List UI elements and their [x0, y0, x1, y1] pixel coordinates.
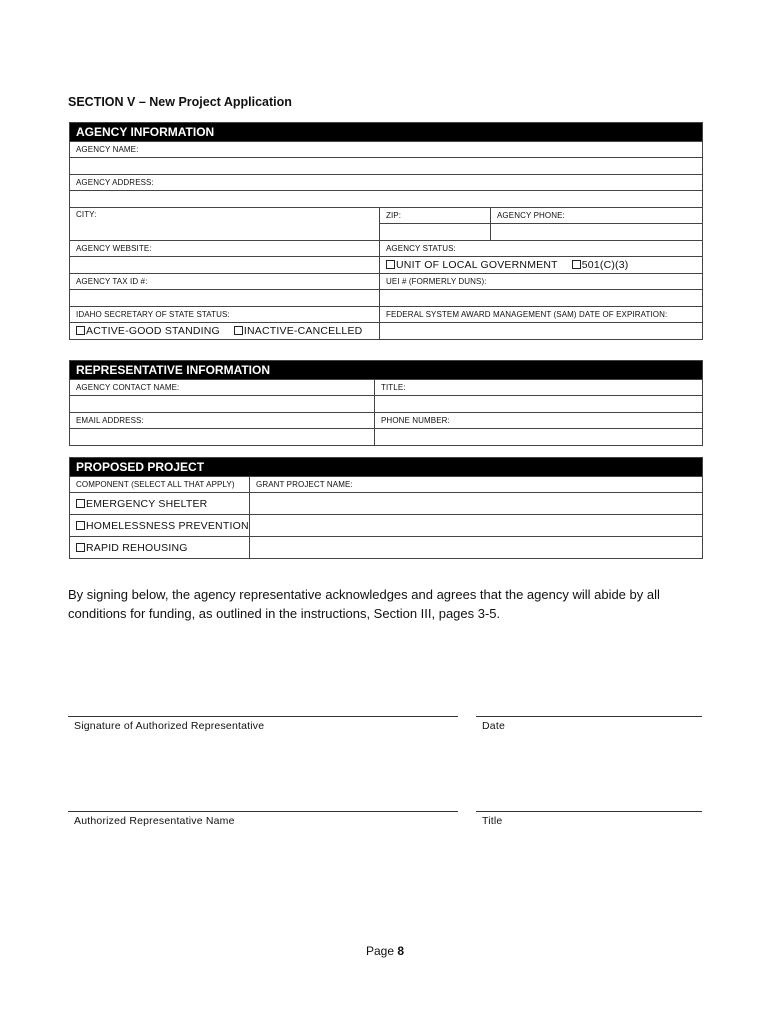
page-label: Page: [365, 944, 394, 958]
501c3-checkbox[interactable]: [572, 260, 581, 269]
homelessness-prevention-checkbox[interactable]: [76, 521, 85, 530]
date-line[interactable]: [476, 716, 702, 717]
active-good-standing-label: ACTIVE-GOOD STANDING: [86, 325, 220, 337]
emergency-shelter-checkbox[interactable]: [76, 499, 85, 508]
signature-line[interactable]: [68, 716, 458, 717]
zip-label: ZIP:: [380, 208, 491, 224]
acknowledgement-statement: By signing below, the agency representative acknowledges and agrees that the agency will abide by all conditions for funding, as outlined in the instructions, Section III, pages 3-5.: [68, 587, 660, 621]
rep-name-label: Authorized Representative Name: [74, 815, 235, 827]
agency-contact-name-field[interactable]: [70, 396, 375, 413]
501c3-label: 501(C)(3): [581, 259, 629, 271]
agency-name-label: AGENCY NAME:: [70, 142, 703, 158]
representative-information-header: REPRESENTATIVE INFORMATION: [70, 361, 703, 380]
date-label: Date: [482, 720, 505, 732]
email-address-field[interactable]: [70, 429, 375, 446]
unit-of-local-government-checkbox[interactable]: [386, 260, 395, 269]
rep-title-line[interactable]: [476, 811, 702, 812]
rapid-rehousing-label: RAPID REHOUSING: [86, 541, 188, 554]
homelessness-prevention-label: HOMELESSNESS PREVENTION: [86, 519, 249, 532]
sam-expiration-label: FEDERAL SYSTEM AWARD MANAGEMENT (SAM) DATE OF EXPIRATION:: [380, 307, 703, 323]
uei-label: UEI # (FORMERLY DUNS):: [380, 274, 703, 290]
rep-title-field[interactable]: [375, 396, 703, 413]
rep-title-sig-label: Title: [482, 815, 503, 827]
component-label: COMPONENT (SELECT ALL THAT APPLY): [70, 477, 250, 493]
proposed-project-header: PROPOSED PROJECT: [70, 458, 703, 477]
rapid-rehousing-option: [70, 537, 250, 559]
agency-information-header: AGENCY INFORMATION: [70, 123, 703, 142]
zip-field[interactable]: [380, 224, 491, 241]
rep-name-line[interactable]: [68, 811, 458, 812]
agency-status-options: [380, 257, 703, 274]
signature-label: Signature of Authorized Representative: [74, 720, 265, 732]
active-good-standing-checkbox[interactable]: [76, 326, 85, 335]
email-address-label: EMAIL ADDRESS:: [70, 413, 375, 429]
agency-status-label: AGENCY STATUS:: [380, 241, 703, 257]
idaho-status-options: [70, 323, 380, 340]
phone-number-field[interactable]: [375, 429, 703, 446]
agency-website-field[interactable]: [70, 257, 380, 274]
phone-number-label: PHONE NUMBER:: [375, 413, 703, 429]
idaho-status-label: IDAHO SECRETARY OF STATE STATUS:: [70, 307, 380, 323]
agency-phone-field[interactable]: [491, 224, 703, 241]
city-label: CITY:: [76, 210, 97, 219]
inactive-cancelled-checkbox[interactable]: [234, 326, 243, 335]
uei-field[interactable]: [380, 290, 703, 307]
proposed-project-table: [69, 457, 703, 559]
agency-name-field[interactable]: [70, 158, 703, 175]
agency-phone-label: AGENCY PHONE:: [491, 208, 703, 224]
agency-contact-name-label: AGENCY CONTACT NAME:: [70, 380, 375, 396]
homelessness-prevention-option: [70, 515, 250, 537]
grant-project-name-field-2[interactable]: [250, 515, 703, 537]
grant-project-name-field-1[interactable]: [250, 493, 703, 515]
page-footer: [0, 944, 770, 958]
representative-information-table: [69, 360, 703, 446]
section-title: SECTION V – New Project Application: [68, 95, 292, 109]
agency-website-label: AGENCY WEBSITE:: [70, 241, 380, 257]
agency-address-label: AGENCY ADDRESS:: [70, 175, 703, 191]
agency-address-field[interactable]: [70, 191, 703, 208]
grant-project-name-label: GRANT PROJECT NAME:: [250, 477, 703, 493]
unit-of-local-government-label: UNIT OF LOCAL GOVERNMENT: [396, 259, 558, 271]
agency-tax-id-field[interactable]: [70, 290, 380, 307]
agency-information-table: [69, 122, 703, 340]
agency-tax-id-label: AGENCY TAX ID #:: [70, 274, 380, 290]
city-field[interactable]: [70, 208, 380, 241]
rep-title-label: TITLE:: [375, 380, 703, 396]
sam-expiration-field[interactable]: [380, 323, 703, 340]
emergency-shelter-label: EMERGENCY SHELTER: [86, 497, 208, 510]
rapid-rehousing-checkbox[interactable]: [76, 543, 85, 552]
inactive-cancelled-label: INACTIVE-CANCELLED: [243, 325, 363, 337]
page-number: 8: [397, 944, 405, 958]
emergency-shelter-option: [70, 493, 250, 515]
grant-project-name-field-3[interactable]: [250, 537, 703, 559]
